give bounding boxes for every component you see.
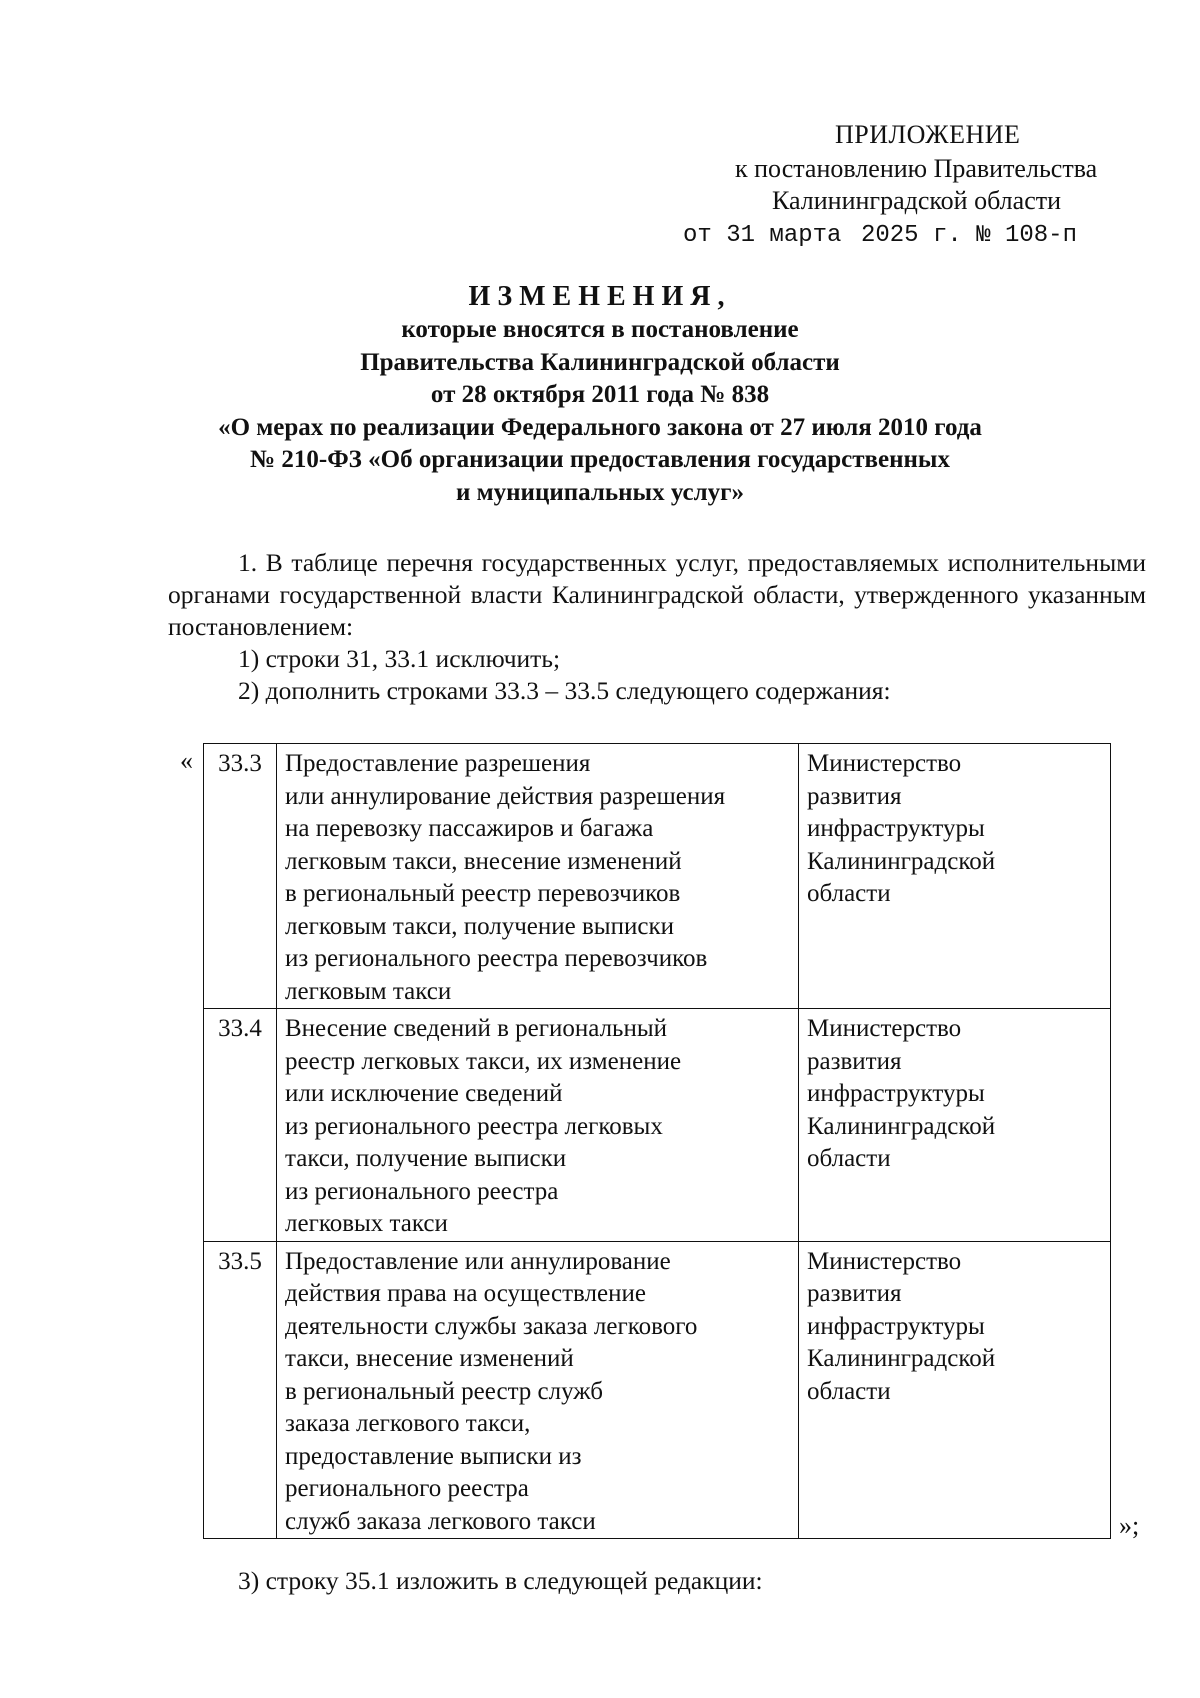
table-open-quote: «	[180, 746, 193, 775]
title-main: ИЗМЕНЕНИЯ,	[468, 281, 732, 312]
item-2: 2) дополнить строками 33.3 – 33.5 следующего содержания:	[238, 676, 891, 705]
description-line: Предоставление разрешения	[285, 750, 591, 777]
authority-line: области	[807, 1377, 891, 1405]
description-line: деятельности службы заказа легкового	[285, 1312, 698, 1340]
authority-line: инфраструктуры	[807, 1080, 985, 1107]
appendix-region-line: Калининградской области	[772, 186, 1062, 215]
service-description	[277, 744, 799, 1009]
description-line: действия права на осуществление	[285, 1280, 646, 1307]
description-line: легковым такси, внесение изменений	[285, 847, 682, 875]
responsible-authority	[799, 1241, 1111, 1539]
description-line: из регионального реестра	[285, 1177, 559, 1205]
title-line: и муниципальных услуг»	[455, 478, 745, 506]
responsible-authority	[799, 744, 1111, 1009]
description-line: в региональный реестр перевозчиков	[285, 880, 681, 907]
table-row	[204, 744, 1111, 1009]
authority-line: развития	[807, 782, 902, 810]
row-number: 33.4	[204, 1009, 277, 1242]
authority-line: Министерство	[807, 1247, 962, 1275]
authority-line: Калининградской	[807, 847, 996, 875]
table-close-quote: »;	[1119, 1511, 1140, 1540]
description-line: служб заказа легкового такси	[285, 1507, 596, 1535]
description-line: такси, получение выписки	[285, 1145, 567, 1172]
appendix-date-line	[683, 218, 1077, 251]
table-row	[204, 1009, 1111, 1242]
authority-line: Министерство	[807, 750, 962, 777]
authority-line: Калининградской	[807, 1112, 996, 1140]
description-line: Внесение сведений в региональный	[285, 1015, 668, 1042]
title-line: от 28 октября 2011 года № 838	[430, 381, 770, 408]
item-3: 3) строку 35.1 изложить в следующей редакции:	[238, 1566, 763, 1595]
authority-line: области	[807, 1145, 891, 1172]
responsible-authority	[799, 1009, 1111, 1242]
services-table	[203, 743, 1111, 1539]
description-line: или исключение сведений	[285, 1080, 563, 1107]
authority-line: области	[807, 880, 891, 907]
description-line: легковым такси, получение выписки	[285, 912, 674, 940]
title-line: «О мерах по реализации Федерального закона от 27 июля 2010 года	[218, 413, 982, 441]
description-line: заказа легкового такси,	[285, 1410, 531, 1437]
item-1: 1) строки 31, 33.1 исключить;	[238, 644, 561, 673]
authority-line: инфраструктуры	[807, 1312, 985, 1340]
description-line: легковых такси	[285, 1210, 448, 1237]
description-line: на перевозку пассажиров и багажа	[285, 815, 654, 842]
title-line: которые вносятся в постановление	[401, 316, 799, 343]
description-line: реестр легковых такси, их изменение	[285, 1047, 682, 1075]
date-prefix: от	[683, 222, 727, 249]
authority-line: Министерство	[807, 1015, 962, 1042]
row-number: 33.5	[204, 1241, 277, 1539]
description-line: Предоставление или аннулирование	[285, 1247, 671, 1275]
description-line: такси, внесение изменений	[285, 1345, 574, 1372]
appendix-header	[0, 0, 1200, 250]
service-description	[277, 1009, 799, 1242]
title-line: Правительства Калининградской области	[360, 348, 840, 376]
date-day-month: 31 марта	[726, 222, 842, 249]
description-line: предоставление выписки из	[285, 1442, 582, 1470]
authority-line: Калининградской	[807, 1345, 996, 1372]
appendix-subtitle-line: к постановлению Правительства	[735, 154, 1098, 183]
appendix-title: ПРИЛОЖЕНИЕ	[835, 120, 1021, 149]
date-number: 108-п	[1004, 222, 1077, 249]
row-number: 33.3	[204, 744, 277, 1009]
authority-line: развития	[807, 1047, 902, 1075]
paragraph-1: 1. В таблице перечня государственных услуг, предоставляемых исполнительными органами государственной власти Калининградской области, утвержденного указанным постановлением:	[168, 548, 1146, 641]
description-line: или аннулирование действия разрешения	[285, 782, 726, 810]
description-line: легковым такси	[285, 977, 452, 1005]
service-description	[277, 1241, 799, 1539]
document-title	[150, 280, 1050, 509]
authority-line: развития	[807, 1280, 902, 1307]
table-row	[204, 1241, 1111, 1539]
date-year: 2025 г. №	[860, 222, 1005, 249]
description-line: из регионального реестра легковых	[285, 1112, 663, 1140]
title-lines	[150, 314, 1050, 509]
title-line: № 210-ФЗ «Об организации предоставления государственных	[250, 446, 950, 473]
description-line: из регионального реестра перевозчиков	[285, 945, 708, 972]
description-line: регионального реестра	[285, 1475, 529, 1502]
description-line: в региональный реестр служб	[285, 1377, 603, 1405]
authority-line: инфраструктуры	[807, 815, 985, 842]
